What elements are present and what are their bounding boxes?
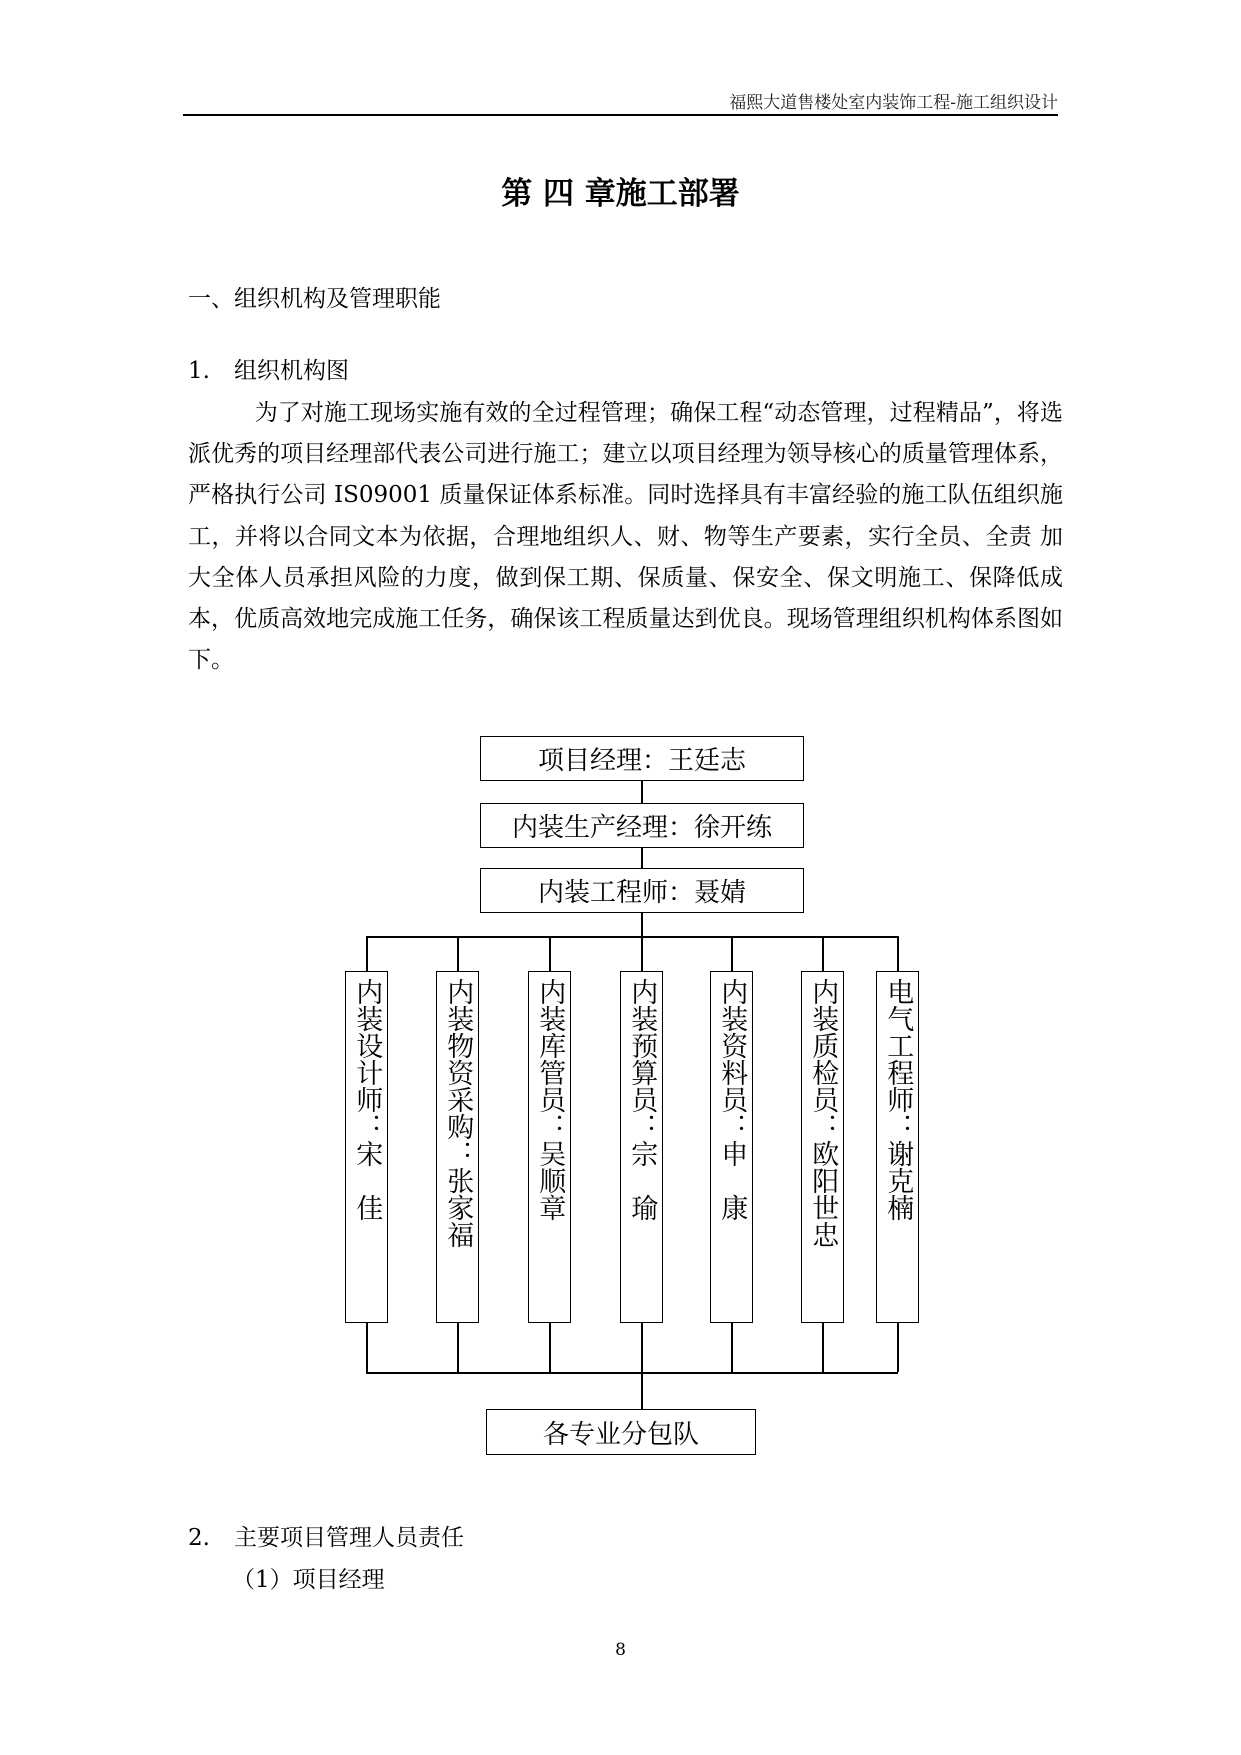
body-paragraph (188, 393, 1063, 681)
connector-bus-top (366, 936, 898, 938)
connector (641, 781, 643, 803)
section-heading: 一、组织机构及管理职能 (188, 286, 441, 312)
connector (822, 936, 824, 971)
org-node-production-manager: 内装生产经理：徐开练 (480, 803, 804, 848)
paragraph-text: 为了对施工现场实施有效的全过程管理；确保工程“动态管理，过程精品”，将选派优秀的项目经理部代表公司进行施工；建立以项目经理为领导核心的质量管理体系，严格执行公司 IS09001 质量保证体系标准。同时选择具有丰富经验的施工队伍组织施工，并将以合同文本为依据，合理地组织人、财、物等生产要素，实行全员、全责 加大全体人员承担风险的力度，做到保工期、保质量、保安全、保文明施工、保降低成本，优质高效地完成施工任务，确保该工程质量达到优良。现场管理组织机构体系图如下。 (188, 400, 1063, 674)
subsection-heading-1 (188, 352, 349, 385)
subsection-number: 1. (188, 358, 210, 384)
connector (731, 936, 733, 971)
org-node-designer (345, 971, 388, 1323)
connector (641, 1372, 643, 1409)
connector (641, 913, 643, 936)
org-node-documents (710, 971, 753, 1323)
connector (641, 848, 643, 868)
org-node-engineer: 内装工程师：聂婧 (480, 868, 804, 913)
member-label: 内装预算员：宗 瑜 (626, 978, 658, 1221)
subsection-title: 主要项目管理人员责任 (234, 1525, 464, 1551)
org-node-electrical (876, 971, 919, 1323)
org-node-warehouse (528, 971, 571, 1323)
connector (457, 936, 459, 971)
running-header: 福熙大道售楼处室内装饰工程-施工组织设计 (729, 93, 1058, 113)
org-node-subcontractors: 各专业分包队 (486, 1409, 756, 1455)
connector (457, 1323, 459, 1372)
subsection-title: 组织机构图 (234, 358, 349, 384)
member-label: 内装质检员：欧阳世忠 (807, 978, 839, 1248)
subsection-number: 2. (188, 1525, 210, 1551)
org-node-project-manager: 项目经理：王廷志 (480, 736, 804, 781)
header-rule (183, 114, 1058, 116)
connector-bus-bottom (366, 1372, 898, 1374)
subsection-heading-3: （1）项目经理 (232, 1567, 385, 1593)
member-label: 内装库管员：吴顺章 (534, 978, 566, 1221)
org-node-budget (620, 971, 663, 1323)
member-label: 内装物资采购：张家福 (442, 978, 474, 1248)
member-label: 电气工程师：谢克楠 (882, 978, 914, 1221)
connector (641, 936, 643, 971)
member-label: 内装设计师：宋 佳 (351, 978, 383, 1221)
connector (897, 936, 899, 971)
connector (731, 1323, 733, 1372)
subsection-heading-2 (188, 1519, 464, 1552)
connector (641, 1323, 643, 1372)
org-node-purchasing (436, 971, 479, 1323)
connector (897, 1323, 899, 1372)
connector (366, 1323, 368, 1372)
connector (822, 1323, 824, 1372)
org-node-quality (801, 971, 844, 1323)
connector (366, 936, 368, 971)
member-label: 内装资料员：申 康 (716, 978, 748, 1221)
connector (549, 936, 551, 971)
page-number: 8 (615, 1640, 626, 1660)
connector (549, 1323, 551, 1372)
chapter-title: 第 四 章施工部署 (501, 176, 740, 212)
